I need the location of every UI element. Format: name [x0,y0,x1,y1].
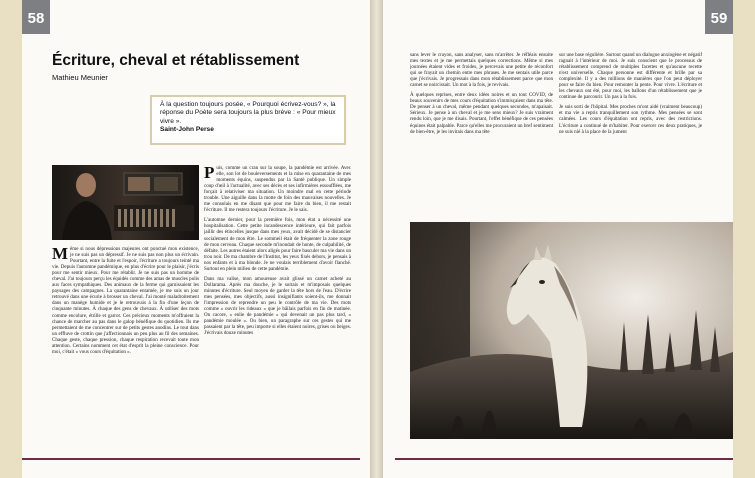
epigraph-box [150,95,346,145]
page-edge-strip [733,0,755,478]
paragraph: uis, comme un cran sur la soupe, la pandémie est arrivée. Avec elle, son lot de bouleversements et la mise en quarantaine de mes moments équins, suspendus par la Santé publique. Un simple coup d'œil à l'actualité, avec ses décès et ses infirmières essoufflées, me forçait à relativiser ma situation. Un moindre mal en cette période trouble. Une aiguille dans la motte de foin des mauvaises nouvelles. Je me consolais en me disant que pour me faire du bien, il me restait l'écriture. Il me restera toujours l'écriture. Je le sais. [204,165,351,214]
paragraph: Je suis sorti de l'hôpital. Mes proches m'ont aidé (vraiment beaucoup) et ma vie a repris tranquillement son rythme. Mes pensées se sont calmées. Les cours d'équitation ont repris, avec des restrictions. L'écriture a continué de m'habiter. Pour exercer ces deux pratiques, je ne suis nié à la place de la jument [559,104,702,135]
horse-photo [410,222,733,439]
paragraph: À quelques reprises, entre deux idées noires et un tout COVID, de beaux souvenirs de mes cours d'équitation s'immisçaient dans ma tête. De penser à un cheval, même pendant quelques secondes, m'apaisait. Sérieux. Je pense à un cheval et je me sens mieux? Je suis vraiment rendu loin, que je me disais. Pourtant, l'effet bénéfique de ces pensées équines était palpable. Parce qu'elles me procuraient un bref sentiment de bien-être, je les invitais dans ma tête [410,92,553,135]
page-number-right: 59 [705,0,733,34]
page-edge-strip [0,0,22,478]
paragraph: L'automne dernier, pour la première fois, mon état a nécessité une hospitalisation. Cette petite incandescence intérieure, qui fait parfois jaillir des étincelles jusque dans mes yeux, avait décidé de se distancier socialement de mon être. Le sommeil était de fréquenter la zone rouge de mon cerveau. Chaque seconde m'inondait de honte, de culpabilité, de défaite. Les autres étaient alors aligés pour faire basculer ma vie dans un trou noir. De ma chambre de l'Institut, les yeux fixés dehors, je pensais à nos enfants et à ma blonde. Je ne voulais terriblement d'avoir flanché. Surtout en plein milieu de cette pandémie. [204,217,351,272]
drop-cap: M [52,246,69,263]
footer-rule [22,458,360,460]
studio-photo-image [52,165,199,240]
right-column-2 [559,52,702,217]
footer-rule [395,458,733,460]
page-number-left: 58 [22,0,50,34]
horse-photo-image [410,222,733,439]
article-title: Écriture, cheval et rétablissement [52,52,300,69]
left-column-2 [204,165,351,447]
epigraph-source: Saint-John Perse [160,126,214,134]
article-author: Mathieu Meunier [52,73,108,82]
paragraph: ême si nous dépressions majeures ont ponctué mon existence, je ne suis pas un dépressif. Je ne suis pas non plus un écrivain. Pourtant, entre la fuite et l'espoir, l'écriture a toujours teinté ma vie. Depuis l'automne pandémique, en plus d'écrire pour le plaisir, j'écris pour me sentir mieux. Pour me rétablir. Je ne suis pas un homme de cheval. J'ai toujours perçu les équidés comme des amas de muscles polis aux faces sympathiques. Des animaux de la ferme qui garnissaient les paysages des campagnes. La quarantaine entamée, je me suis un jour retrouvé dans une écurie à brosser un cheval. J'ai monté maladroitement dans un manège humide et je le retrouvais à la fin d'une leçon de cinquante minutes. À chaque des gens de chevaux. À utiliser des mots comme encolure, étrille et garrot. Ces précieux moments m'offraient la chance de marcher au pas dans le galop bénéfique du quotidien. Ils me permettaient de me concentrer sur de petits gestes anodins. Le tout dans un effluve de crottin que j'affectionnais un peu plus au fil des semaines. Chaque geste, chaque pression, chaque respiration recevait toute mon attention. Certains nomment cet état d'esprit la pleine conscience. Pour moi, c'était « vous cours d'équitation ». [52,246,199,355]
paragraph: sur une base régulière. Surtout quand un dialogue anxiogène et négatif ragnait à l'intérieur de moi. Je suis conscient que le processus de rétablissement comprend de multiples facettes et qu'aucune recette n'est universelle. Chaque personne est différente et brille par sa complexité. Il y a des millions de manières que l'on peut déployer pour se faire du bien. Pour remonter la pente. Pour vivre. L'écriture et les chevaux ont été, pour moi, les ballons d'un rétablissement que je continue de parcourir. Un pas à la fois. [559,52,702,101]
drop-cap: P [204,165,215,182]
studio-photo [52,165,199,240]
epigraph-text: À la question toujours posée, « Pourquoi écrivez-vous? », la réponse du Poète sera toujours la plus brève : « Pour mieux vivre ». [160,101,336,125]
right-column-1 [410,52,553,217]
left-column-1 [52,246,199,446]
left-page [0,0,370,478]
paragraph: sans lever le crayon, sans analyser, sans m'arrêter. Je réfléais ensuite mes textes et je me permettais quelques corrections. Même si mes journées étaient vides et froides, je percevais une petite de réconfort qui se frayait un chemin entre mes phrases. Je me sentais utile parce que j'écrivais. Je progressais dans mon rétablissement parce que mon carnet se noircissait. Un mot à la fois, je revivais. [410,52,553,89]
book-gutter [370,0,383,478]
paragraph: Dans ma valise, mon amoureuse avait glissé un carnet acheté au Dollarama. Après ma douche, je le sortais et m'imposais quelques minutes d'écriture. Seul moyen de garder la tête hors de l'eau. D'écrire mes pensées, mes objectifs, aussi insignifiants soient-ils, me donnait l'impression de reprendre un peu le contrôle de ma vie. Des mots comme « ouvrir les rideaux » que je bâilais parfois en fin de matinée. On cacore, « enlie de pandémie » qui devenait un pas plus tard, « pandémie moulée ». Ou bien, un paragraphe sur ces gestes qui me passaient par la tête, peu importe si elles étaient noires, grises ou beiges. J'écrivais douze minutes [204,275,351,337]
